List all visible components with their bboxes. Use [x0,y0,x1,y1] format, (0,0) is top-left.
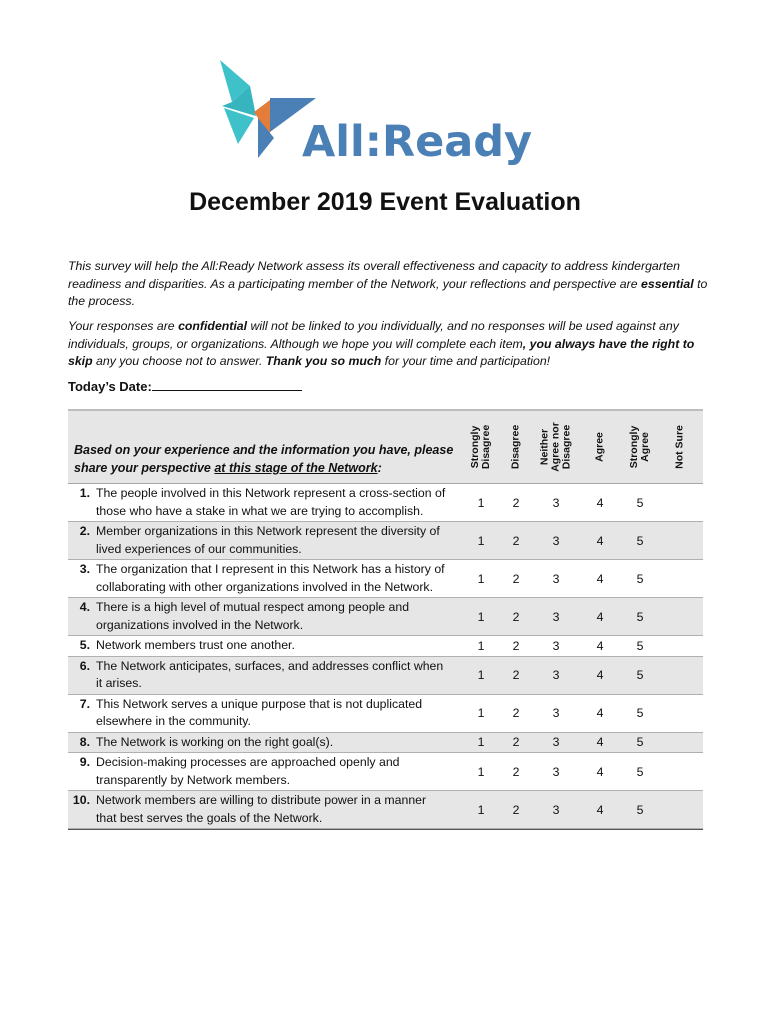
rating-option[interactable]: 3 [552,638,560,653]
not-sure-option[interactable] [660,571,700,587]
rating-option[interactable]: 2 [512,495,520,510]
rating-option[interactable]: 4 [596,533,604,548]
rating-option[interactable]: 3 [552,495,560,510]
rating-option[interactable]: 4 [596,735,604,750]
table-row [68,484,703,522]
rating-option[interactable]: 4 [596,706,604,720]
rating-option[interactable]: 1 [477,533,485,548]
table-row [68,636,703,657]
table-row [68,657,703,695]
question-text [68,753,446,790]
intro-paragraph-2: Your responses are confidential will not be linked to you individually, and no responses will be used against any individuals, groups, or organizations. Although we hope you will complete each item, you always have the right to skip any you choose not to answer. Thank you so much for your time and participation! [68,319,695,368]
rating-option[interactable]: 5 [636,495,644,510]
column-header [660,411,700,483]
rating-option[interactable]: 3 [552,571,560,586]
table-row [68,560,703,598]
column-header [536,411,576,483]
question-text [68,484,446,521]
question-text [68,522,446,559]
question-number: 10. [72,793,90,807]
rating-option[interactable]: 5 [636,638,644,653]
column-header-label: Agree [593,432,606,462]
table-row [68,753,703,791]
rating-option[interactable]: 3 [552,802,560,817]
question-label: The Network anticipates, surfaces, and addresses conflict when it arises. [96,658,444,690]
rating-option[interactable]: 5 [636,668,644,682]
rating-option[interactable]: 5 [636,735,644,750]
date-blank-line[interactable] [152,378,302,391]
question-label: Member organizations in this Network represent the diversity of lived experiences of our communities. [96,524,440,556]
question-text [68,560,446,597]
question-number: 3. [79,562,90,576]
question-number: 9. [79,755,90,769]
question-label: This Network serves a unique purpose that is not duplicated elsewhere in the community. [96,696,423,728]
rating-option[interactable]: 2 [512,533,520,548]
rating-option[interactable]: 2 [512,668,520,682]
rating-option[interactable]: 1 [477,802,485,817]
rating-option[interactable]: 4 [596,802,604,817]
question-text [68,695,446,732]
rating-option[interactable]: 1 [477,638,485,653]
column-header [580,411,620,483]
not-sure-option[interactable] [660,638,700,654]
rating-option[interactable]: 5 [636,571,644,586]
question-text [68,636,446,656]
rating-option[interactable]: 1 [477,706,485,720]
rating-option[interactable]: 2 [512,735,520,750]
table-row [68,733,703,754]
table-bottom-rule [68,829,703,830]
not-sure-option[interactable] [660,667,700,683]
question-label: The Network is working on the right goal(s). [96,734,334,749]
rating-option[interactable]: 2 [512,571,520,586]
rating-option[interactable]: 1 [477,668,485,682]
rating-option[interactable]: 5 [636,533,644,548]
rating-option[interactable]: 5 [636,609,644,624]
column-header [496,411,536,483]
table-header [68,409,703,484]
rating-option[interactable]: 3 [552,668,560,682]
table-row [68,695,703,733]
rating-option[interactable]: 5 [636,764,644,779]
question-number: 5. [79,638,90,652]
column-header-label: Not Sure [673,425,686,469]
question-number: 1. [79,486,90,500]
rating-option[interactable]: 1 [477,571,485,586]
not-sure-option[interactable] [660,802,700,818]
rating-option[interactable]: 5 [636,802,644,817]
column-header [461,411,501,483]
question-text [68,733,446,753]
rating-option[interactable]: 2 [512,638,520,653]
question-number: 6. [79,658,90,673]
question-label: Decision-making processes are approached openly and transparently by Network members. [96,755,400,787]
rating-option[interactable]: 4 [596,609,604,624]
intro-paragraph-1: This survey will help the All:Ready Network assess its overall effectiveness and capacity to address kindergarten readiness and disparities. As a participating member of the Network, your reflections and perspective are essential to the process. [68,259,708,308]
evaluation-table [68,409,703,830]
column-header-label: Strongly Disagree [469,424,492,470]
rating-option[interactable]: 4 [596,495,604,510]
rating-option[interactable]: 1 [477,495,485,510]
rating-option[interactable]: 3 [552,764,560,779]
column-header-label: Strongly Agree [628,425,651,469]
rating-option[interactable]: 4 [596,668,604,682]
question-label: There is a high level of mutual respect among people and organizations involved in the Network. [96,600,410,632]
table-row [68,522,703,560]
rating-option[interactable]: 3 [552,609,560,624]
question-label: Network members are willing to distribute power in a manner that best serves the goals of the Network. [96,793,427,825]
not-sure-option[interactable] [660,734,700,750]
page-title: December 2019 Event Evaluation [189,188,581,216]
logo-wordmark: All:Ready [302,117,533,167]
question-text [68,598,446,635]
rating-option[interactable]: 3 [552,533,560,548]
question-number: 8. [79,734,90,749]
rating-option[interactable]: 4 [596,638,604,653]
not-sure-option[interactable] [660,533,700,549]
question-label: The organization that I represent in this Network has a history of collaborating with other organizations involved in the Network. [96,562,445,594]
not-sure-option[interactable] [660,705,700,721]
rating-option[interactable]: 3 [552,735,560,750]
question-number: 4. [79,600,90,614]
question-text [68,791,446,828]
todays-date-field[interactable] [68,378,302,394]
table-row [68,791,703,829]
table-row [68,598,703,636]
not-sure-option[interactable] [660,764,700,780]
question-text [68,657,446,694]
rating-option[interactable]: 3 [552,706,560,720]
column-header [620,411,660,483]
not-sure-option[interactable] [660,609,700,625]
rating-option[interactable]: 1 [477,735,485,750]
question-label: The people involved in this Network represent a cross-section of those who have a stake in what we are trying to accomplish. [96,486,446,518]
rating-option[interactable]: 1 [477,609,485,624]
rating-option[interactable]: 2 [512,609,520,624]
rating-option[interactable]: 4 [596,764,604,779]
not-sure-option[interactable] [660,495,700,511]
column-header-label: Neither Agree nor Disagree [538,422,573,472]
table-prompt: Based on your experience and the information you have, please share your perspective at this stage of the Network: [74,443,454,475]
rating-option[interactable]: 2 [512,706,520,720]
rating-option[interactable]: 5 [636,706,644,720]
rating-option[interactable]: 1 [477,764,485,779]
question-label: Network members trust one another. [96,638,295,652]
column-header-label: Disagree [509,424,522,470]
rating-option[interactable]: 4 [596,571,604,586]
rating-option[interactable]: 2 [512,764,520,779]
date-label: Today’s Date: [68,379,152,394]
question-number: 2. [79,524,90,538]
question-number: 7. [79,696,90,711]
rating-option[interactable]: 2 [512,802,520,817]
